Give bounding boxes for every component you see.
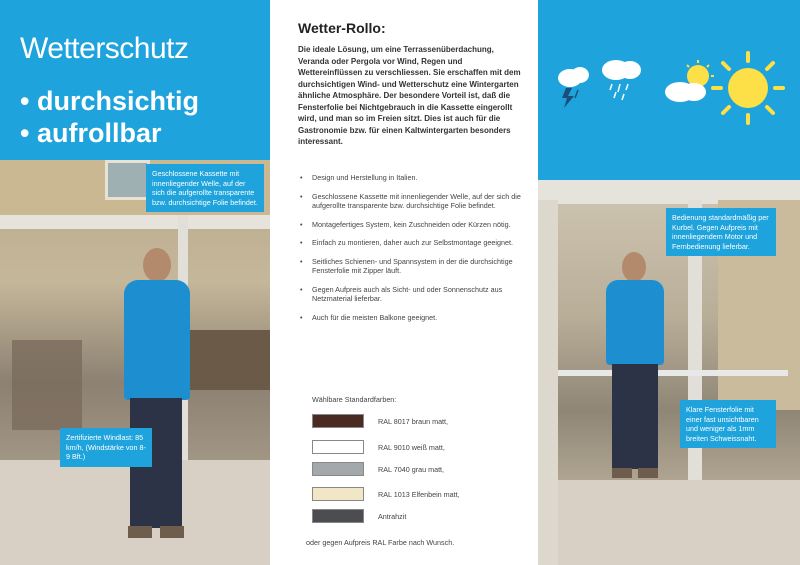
color-swatch	[312, 487, 364, 501]
weather-icons	[538, 0, 800, 180]
left-photo	[0, 160, 270, 565]
color-swatch	[312, 414, 364, 428]
color-row	[312, 414, 448, 428]
middle-panel	[270, 0, 538, 565]
list-item: • Design und Herstellung in Italien.	[298, 173, 528, 183]
list-item: • Auch für die meisten Balkone geeignet.	[298, 313, 528, 323]
color-label: Antrahzit	[378, 511, 407, 521]
color-label: RAL 9010 weiß matt,	[378, 442, 445, 452]
section-heading: Wetter-Rollo:	[298, 20, 386, 36]
color-swatch	[312, 509, 364, 523]
list-item: • Montagefertiges System, kein Zuschneiden oder Kürzen nötig.	[298, 220, 528, 230]
sun-cloud-icon	[665, 60, 714, 102]
color-label: RAL 7040 grau matt,	[378, 464, 445, 474]
callout-windload: Zertifizierte Windlast: 85 km/h, (Windstärke von 8-9 Bft.)	[60, 428, 152, 467]
color-row	[312, 440, 445, 454]
banner-title: Wetterschutz	[20, 32, 189, 65]
feature-rollable: • aufrollbar	[20, 118, 162, 148]
feature-list	[298, 173, 528, 331]
color-label: RAL 1013 Elfenbein matt,	[378, 489, 460, 499]
callout-cassette: Geschlossene Kassette mit innenliegender Welle, auf der sich die aufgerollte transparente bzw. durchsichtige Folie befindet.	[146, 164, 264, 212]
list-item: • Seitliches Schienen- und Spannsystem in der die durchsichtige Fensterfolie mit Zipper läuft.	[298, 257, 528, 276]
storm-cloud-icon	[558, 67, 589, 108]
footer-note: oder gegen Aufpreis RAL Farbe nach Wunsch.	[306, 538, 455, 547]
rain-cloud-icon	[602, 60, 641, 100]
callout-window-film: Klare Fensterfolie mit einer fast unsichtbaren und weniger als 1mm breiten Schweissnaht.	[680, 400, 776, 448]
color-swatch	[312, 462, 364, 476]
colors-heading: Wählbare Standardfarben:	[312, 395, 397, 404]
callout-operation: Bedienung standardmäßig per Kurbel. Gegen Aufpreis mit innenliegendem Motor und Fernbedienung lieferbar.	[666, 208, 776, 256]
left-panel	[0, 0, 270, 565]
feature-transparent: • durchsichtig	[20, 86, 199, 116]
right-panel	[538, 0, 800, 565]
intro-text: Die ideale Lösung, um eine Terrassenüberdachung, Veranda oder Pergola vor Wind, Regen und Wettereinflüssen zu verschliessen. Sie erschaffen mit dem durchsichtigen Wind- und Wetterschutz eine Wintergarten ähnliche Atmosphäre. Der besondere Vorteil ist, daß die Fensterfolie bei Nichtgebrauch in die Kassette eingerollt wird, und man so im Freien sitzt. Dies ist auch für die Gastronomie bzw. für einen Kaltwintergarten besonders interessant.	[298, 45, 521, 146]
list-item: • Einfach zu montieren, daher auch zur Selbstmontage geeignet.	[298, 238, 528, 248]
sun-icon	[713, 53, 783, 123]
right-banner	[538, 0, 800, 180]
list-item: • Geschlossene Kassette mit innenliegender Welle, auf der sich die aufgerollte transparente bzw. durchsichtige Folie befindet.	[298, 192, 528, 211]
color-row	[312, 487, 460, 501]
color-label: RAL 8017 braun matt,	[378, 416, 449, 426]
color-row	[312, 462, 444, 476]
list-item: • Gegen Aufpreis auch als Sicht- und oder Sonnenschutz aus Netzmaterial lieferbar.	[298, 285, 528, 304]
color-row	[312, 509, 406, 523]
left-banner	[0, 0, 270, 160]
color-swatch	[312, 440, 364, 454]
